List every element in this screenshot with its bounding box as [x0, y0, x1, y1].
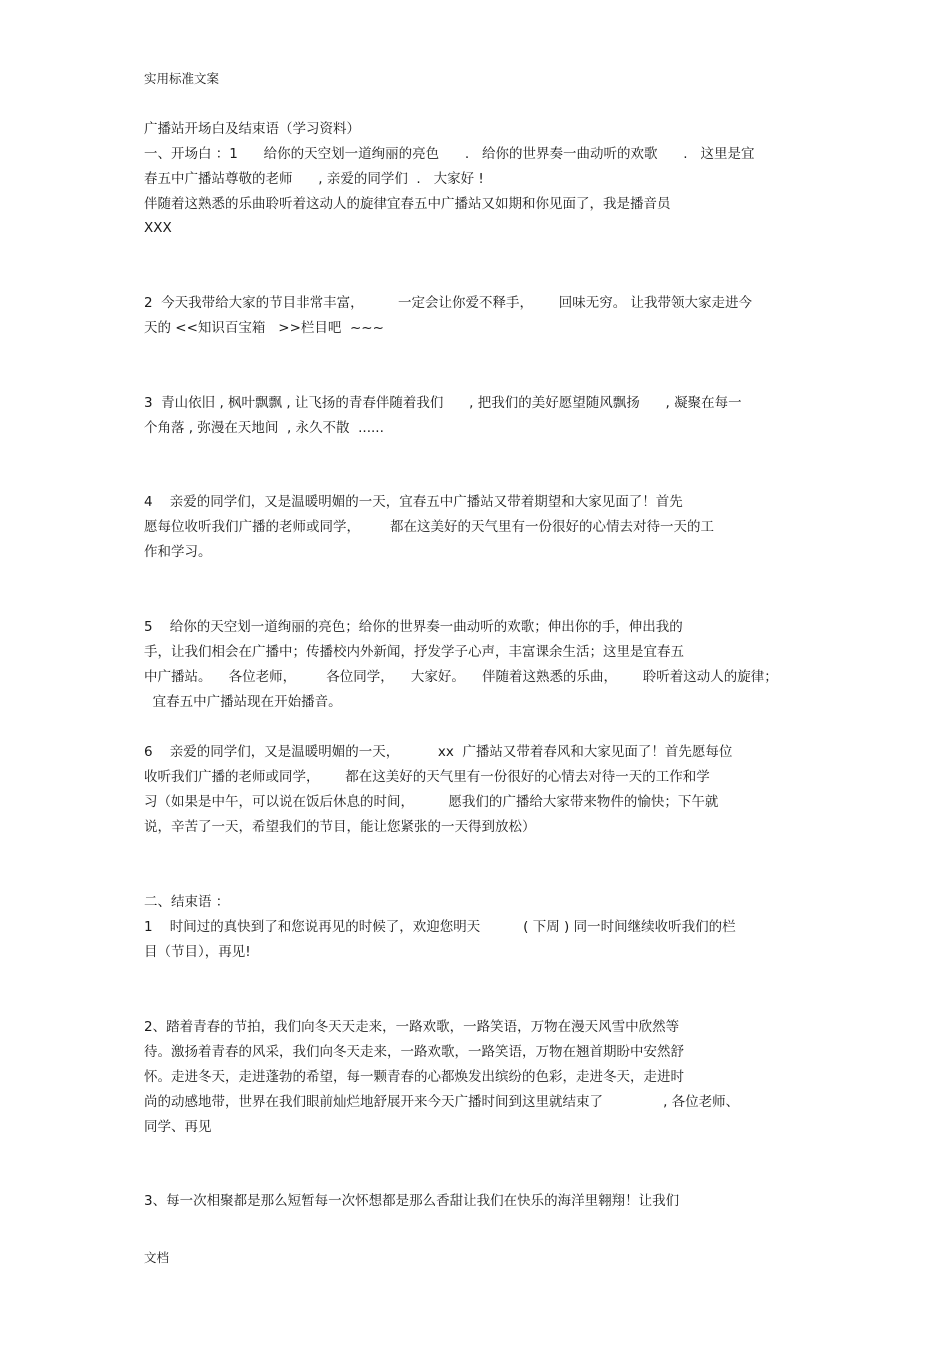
opening-line: 个角落 , 弥漫在天地间 , 永久不散 ...... — [144, 420, 384, 436]
opening-line: 4 亲爱的同学们，又是温暖明媚的一天，宜春五中广播站又带着期望和大家见面了！首先 — [144, 494, 683, 510]
opening-line: 收听我们广播的老师或同学， 都在这美好的天气里有一份很好的心情去对待一天的工作和学 — [144, 769, 710, 785]
opening-line: 3 青山依旧 , 枫叶飘飘 , 让飞扬的青春伴随着我们 , 把我们的美好愿望随风飘扬 , 凝聚在每一 — [144, 395, 742, 411]
closing-line: 待。激扬着青春的风采，我们向冬天走来，一路欢歌，一路笑语，万物在翘首期盼中安然舒 — [144, 1044, 684, 1060]
opening-line: 习（如果是中午，可以说在饭后休息的时间， 愿我们的广播给大家带来物件的愉快；下午就 — [144, 794, 719, 810]
closing-line: 3、每一次相聚都是那么短暂每一次怀想都是那么香甜让我们在快乐的海洋里翱翔！让我们 — [144, 1193, 680, 1209]
opening-line: 一、开场白 ：1 给你的天空划一道绚丽的亮色 . 给你的世界奏一曲动听的欢歌 . 这里是宜 — [144, 146, 755, 162]
closing-line: 尚的动感地带，世界在我们眼前灿烂地舒展开来今天广播时间到这里就结束了 , 各位老师、 — [144, 1094, 740, 1110]
opening-line: 作和学习。 — [144, 544, 212, 560]
opening-line: 5 给你的天空划一道绚丽的亮色；给你的世界奏一曲动听的欢歌；伸出你的手，伸出我的 — [144, 619, 683, 635]
opening-line: 手，让我们相会在广播中；传播校内外新闻，抒发学子心声，丰富课余生活；这里是宜春五 — [144, 644, 684, 660]
opening-line: 说，辛苦了一天，希望我们的节目，能让您紧张的一天得到放松） — [144, 819, 536, 835]
closing-line: 目（节目），再见! — [144, 944, 251, 960]
opening-line: 6 亲爱的同学们，又是温暖明媚的一天， xx 广播站又带着春风和大家见面了！首先愿每位 — [144, 744, 733, 760]
page-footer: 文档 — [144, 1250, 170, 1265]
opening-line: 天的 <<知识百宝箱 >>栏目吧 ~~~ — [144, 320, 384, 336]
opening-line: 春五中广播站尊敬的老师 , 亲爱的同学们 . 大家好 ! — [144, 171, 484, 187]
opening-line: 宜春五中广播站现在开始播音。 — [144, 694, 342, 710]
opening-line: 中广播站。 各位老师， 各位同学， 大家好。 伴随着这熟悉的乐曲， 聆听着这动人的旋律； — [144, 669, 778, 685]
opening-line: 2 今天我带给大家的节目非常丰富， 一定会让你爱不释手， 回味无穷。 让我带领大家走进今 — [144, 295, 753, 311]
closing-line: 怀。走进冬天，走进蓬勃的希望，每一颗青春的心都焕发出缤纷的色彩，走进冬天，走进时 — [144, 1069, 684, 1085]
closing-line: 同学、再见 — [144, 1119, 212, 1135]
opening-line: 愿每位收听我们广播的老师或同学， 都在这美好的天气里有一份很好的心情去对待一天的工 — [144, 519, 715, 535]
page-header: 实用标准文案 — [144, 71, 220, 86]
closing-line: 1 时间过的真快到了和您说再见的时候了，欢迎您明天 ( 下周 ) 同一时间继续收听我们的栏 — [144, 919, 736, 935]
document-title: 广播站开场白及结束语（学习资料） — [144, 121, 360, 137]
closing-heading: 二、结束语 ： — [144, 894, 230, 910]
opening-line: XXX — [144, 220, 172, 236]
opening-line: 伴随着这熟悉的乐曲聆听着这动人的旋律宜春五中广播站又如期和你见面了，我是播音员 — [144, 196, 671, 212]
closing-line: 2、踏着青春的节拍，我们向冬天天走来，一路欢歌，一路笑语，万物在漫天风雪中欣然等 — [144, 1019, 680, 1035]
